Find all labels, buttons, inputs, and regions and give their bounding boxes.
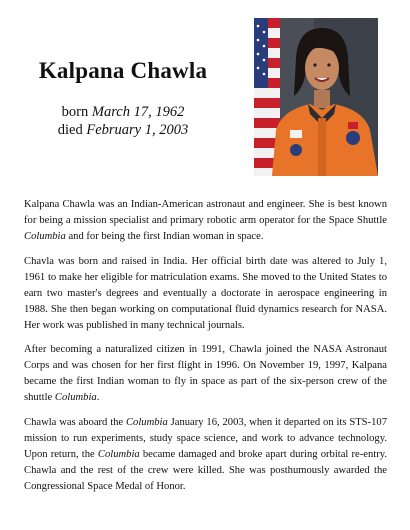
paragraph <box>24 415 387 495</box>
article-body <box>24 197 387 503</box>
italic-ship-name: Columbia <box>125 416 168 428</box>
astronaut-portrait-icon <box>254 18 378 176</box>
died-line <box>16 121 230 139</box>
page-title: Kalpana Chawla <box>38 58 208 83</box>
italic-ship-name: Columbia <box>54 392 97 403</box>
died-date: February 1, 2003 <box>86 122 189 138</box>
paragraph <box>24 254 387 334</box>
italic-ship-name: Columbia <box>97 448 140 460</box>
paragraph-text: and for being the first Indian woman in space. <box>65 231 264 242</box>
paragraph-text: Chavla was born and raised in India. Her official birth date was altered to July 1, 1961 to make her eligible for matriculation exams. She moved to the United States to earn two master's degrees and eventually a doctorate in aerospace engineering in 1988. She then began working on computational fluid dynamics research for NASA. Her work was published in many technical journals. <box>24 255 387 331</box>
paragraph-text: became damaged and broke apart during orbital re-entry. Chawla and the rest of the crew were killed. She was posthumously awarded the Congressional Space Medal of Honor. <box>24 448 387 492</box>
born-line <box>16 103 230 121</box>
paragraph-text: Chawla was aboard the <box>24 416 126 428</box>
paragraph-text: After becoming a naturalized citizen in 1991, Chawla joined the NASA Astronaut Corps and was chosen for her first flight in 1996. On November 19, 1997, Kalpana became the first Indian woman to fly in space as part of the six-person crew of the shuttle <box>24 344 387 403</box>
paragraph <box>24 342 387 406</box>
paragraph-text: January 16, 2003, when it departed on its STS-107 mission to run experiments, study space science, and work to advance technology. Upon return, the <box>24 416 387 460</box>
born-prefix: born <box>61 104 92 120</box>
italic-ship-name: Columbia <box>24 231 66 242</box>
paragraph-text: . <box>96 392 100 403</box>
born-date: March 17, 1962 <box>91 104 185 120</box>
died-prefix: died <box>57 122 87 138</box>
life-dates <box>16 103 230 139</box>
paragraph-text: Kalpana Chawla was an Indian-American astronaut and engineer. She is best known for being a mission specialist and primary robotic arm operator for the Space Shuttle <box>24 199 387 226</box>
paragraph <box>24 197 387 245</box>
